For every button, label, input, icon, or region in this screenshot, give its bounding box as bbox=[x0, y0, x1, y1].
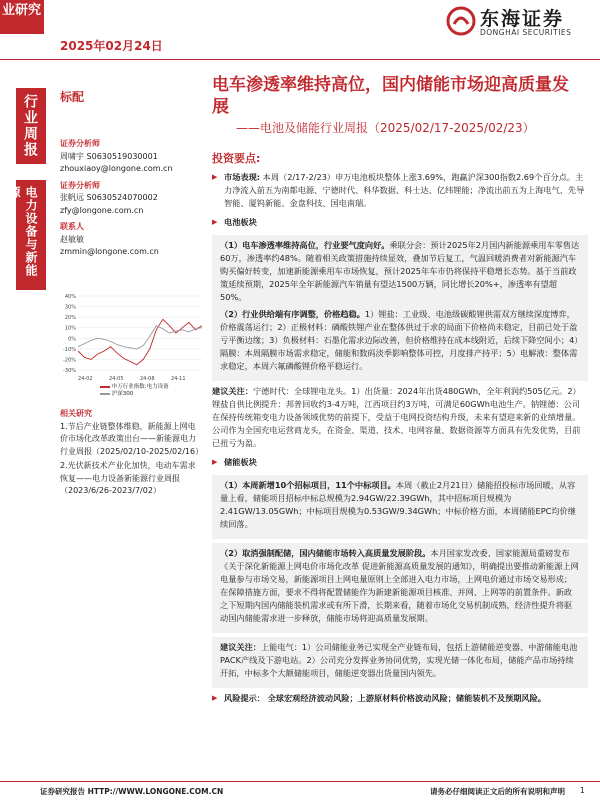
battery-section-label: ▶ 电池板块 bbox=[212, 216, 588, 229]
analyst-name: 张帆远 S0630524070002 bbox=[60, 193, 158, 202]
section-tab: 业研究 bbox=[0, 0, 44, 34]
y-tick-label: 20% bbox=[64, 315, 76, 322]
key-points-heading: 投资要点: bbox=[212, 152, 261, 165]
chart-legend bbox=[100, 384, 169, 398]
analyst-label: 证券分析师 bbox=[60, 180, 100, 190]
storage-advice-box bbox=[212, 637, 588, 688]
sector-band: 电力设备与新能源 bbox=[16, 180, 46, 290]
battery-advice-text: 宁德时代：全球锂电龙头。1）出货量：2024年出货480GWh，全年利润约505亿元。2）锂盐自供比例提升：邦普回收约3-4万吨，江西项目约3万吨，可满足60GWh电池生产。钠锂德：公司在保持传统箱变电力设备领域优势的前提下，受益于电网投资结构升级，未来有望迎来新的业绩增量。公司作为全国充电运营商龙头，在资金、渠道、技术、电网容量、数据资源等方面具有先发优势，目前已扭亏为盈。 bbox=[212, 386, 581, 448]
battery-advice-label: 建议关注： bbox=[212, 386, 253, 396]
analyst-email[interactable]: zfy@longone.com.cn bbox=[60, 205, 144, 215]
battery-point-2-title: （2）行业供给端有序调整，价格趋稳。 bbox=[220, 309, 365, 319]
risk-bullet bbox=[212, 692, 588, 705]
storage-point-1-text: 本周（截止2月21日）储能招投标市场回暖，从容量上看，储能项目招标中标总规模为2.94GW/22.39GWh，其中招标项目规模为2.41GW/13.05GWh；中标项目规模为0.53GW/9.34GWh；中标价格方面，本周储能EPC均价继续回落。 bbox=[220, 480, 576, 529]
storage-section-label: ▶ 储能板块 bbox=[212, 456, 588, 469]
series-line-sector bbox=[78, 319, 202, 364]
y-tick-label: -30% bbox=[63, 368, 76, 374]
brand-logo-en: DONGHAI SECURITIES bbox=[480, 28, 572, 37]
x-tick-label: 24-05 bbox=[109, 376, 124, 382]
related-item[interactable]: 1.节后产业链整体维稳，新能源上网电价市场化改革政策出台——新能源电力行业周报（2025/02/10-2025/02/16） bbox=[60, 421, 204, 456]
analyst-email[interactable]: zhouxiaoy@longone.com.cn bbox=[60, 164, 173, 173]
report-subtitle: ——电池及储能行业周报（2025/02/17-2025/02/23） bbox=[236, 121, 535, 135]
related-research bbox=[60, 408, 202, 498]
contact-name: 赵敏敏 bbox=[60, 234, 84, 244]
main-content bbox=[212, 152, 588, 711]
storage-advice-text: 上能电气：1）公司储能业务已实现全产业链布局，包括上游储能逆变器、中游储能电池PACK产线及下游电站。2）公司充分发挥业务协同优势，实现光储一体化布局，储能产品市场持续开拓，中标多个大额储能项目，储能逆变器出货量国内领先。 bbox=[220, 642, 578, 678]
storage-point-1-title: （1）本周新增10个招标项目，11个中标项目。 bbox=[220, 480, 396, 490]
logo-icon bbox=[446, 6, 476, 36]
storage-box bbox=[212, 475, 588, 539]
x-tick-label: 24-11 bbox=[171, 376, 186, 382]
industry-rating: 标配 bbox=[60, 90, 85, 104]
contact-label: 联系人 bbox=[60, 222, 84, 231]
battery-point-1-title: （1）电车渗透率维持高位，行业要气度向好。 bbox=[220, 240, 390, 250]
report-title: 电车渗透率维持高位，国内储能市场迎高质量发展 bbox=[212, 75, 569, 117]
series-line-csi300 bbox=[78, 326, 202, 349]
y-tick-label: 40% bbox=[64, 294, 76, 300]
y-tick-label: 0% bbox=[68, 336, 76, 343]
legend-label: 沪深300 bbox=[111, 391, 134, 397]
market-bullet bbox=[212, 171, 588, 210]
battery-box bbox=[212, 235, 588, 381]
brand-logo: 东海证券 bbox=[480, 8, 565, 30]
footer-divider bbox=[0, 781, 600, 782]
analyst-label: 证券分析师 bbox=[60, 139, 100, 148]
related-item[interactable]: 2.光伏新技术产业化加快，电动车需求恢复——电力设备新能源行业周报（2023/6/26-2023/7/02） bbox=[60, 461, 196, 495]
market-label: 市场表现: bbox=[224, 172, 261, 182]
contact-email[interactable]: zmmin@longone.com.cn bbox=[60, 247, 159, 256]
risk-label: 风险提示： bbox=[224, 693, 265, 703]
related-label: 相关研究 bbox=[60, 409, 92, 418]
y-tick-label: -10% bbox=[63, 346, 76, 353]
y-tick-label: 10% bbox=[64, 325, 76, 332]
page-number: 1 bbox=[580, 786, 585, 795]
y-tick-label: -20% bbox=[63, 357, 76, 364]
x-tick-label: 24-08 bbox=[140, 376, 155, 382]
footer-disclaimer: 请务必仔细阅读正文后的所有说明和声明 bbox=[430, 787, 565, 796]
y-tick-label: 30% bbox=[64, 304, 76, 311]
market-text: 本周（2/17-2/23）申万电池板块整体上涨3.69%，跑赢沪深300指数2.69个百分点。主力净流入前五为南都电源、宁德时代、科华数据、科士达、亿纬锂能；净流出前五为上海电气、先导智能、厦钨新能、金盘科技、国电南瑞。 bbox=[224, 172, 585, 208]
storage-point-2-title: （2）取消强制配储，国内储能市场转入高质量发展阶段。 bbox=[220, 548, 431, 558]
risk-text: 全球宏观经济波动风险；上游原材料价格波动风险；储能装机不及预期风险。 bbox=[267, 693, 546, 703]
index-line-chart bbox=[58, 292, 204, 384]
report-date: 2025年02月24日 bbox=[60, 39, 163, 53]
analyst-name: 周啸宇 S0630519030001 bbox=[60, 151, 158, 161]
legend-item-sector bbox=[100, 384, 169, 391]
storage-box-2 bbox=[212, 543, 588, 633]
legend-label: 申万行业指数:电力设备 bbox=[111, 384, 169, 390]
analyst-list bbox=[60, 138, 202, 259]
x-tick-label: 24-02 bbox=[78, 376, 93, 382]
report-type-band: 行业周报 bbox=[16, 88, 46, 164]
battery-point-1-text: 乘联分会：预计2025年2月国内新能源乘用车零售达60万，渗透率约48%。随着相关政策措施持续显效，叠加节后复工，气温回暖消费者对新能源汽车购买偏好转变，加速新能源乘用车市场恢复，预计2025年车市仍将保持平稳增长态势。基于当前政策延续预期，2025年全年新能源汽车销量有望达1500万辆，同比增长20%+，渗透率有望超50%。 bbox=[220, 240, 580, 302]
legend-item-csi300 bbox=[100, 391, 169, 398]
header-divider bbox=[0, 59, 600, 60]
footer-source[interactable]: 证券研究报告 HTTP://WWW.LONGONE.COM.CN bbox=[40, 787, 224, 796]
battery-point-2-text: 1）锂盐：工业级、电池级碳酸锂供需双方继续深度博弈，价格震荡运行；2）正极材料：磷酸铁锂产业在整体供过于求的局面下价格尚未稳定，目前已处于盈亏平衡边缘；3）负极材料：石墨化需求边际改善，但价格维持在成本线附近，后续下降空间小；4）隔膜：本周隔膜市场需求稳定，储能和数码淡季影响整体可控，月度排产持平；5）电解液：整体需求稳定，本周六氟磷酸锂价格平稳运行。 bbox=[220, 309, 579, 371]
storage-point-2-text: 本月国家发改委、国家能源局重磅发布《关于深化新能源上网电价市场化改革 促进新能源高质量发展的通知》，明确提出要推动新能源上网电量参与市场交易，新能源项目上网电量原则上全部进入电力市场，上网电价通过市场交易形成；在保障措施方面，要求不得将配置储能作为新建新能源项目核准、并网、上网等的前置条件。新政之下短期内国内储能装机需求或有所下滑，长期来看，随着市场化交易机制成熟，经济性提升将驱动国内储能需求进一步释放，储能市场将迎高质量发展期。 bbox=[220, 548, 579, 623]
storage-advice-label: 建议关注： bbox=[220, 642, 261, 652]
